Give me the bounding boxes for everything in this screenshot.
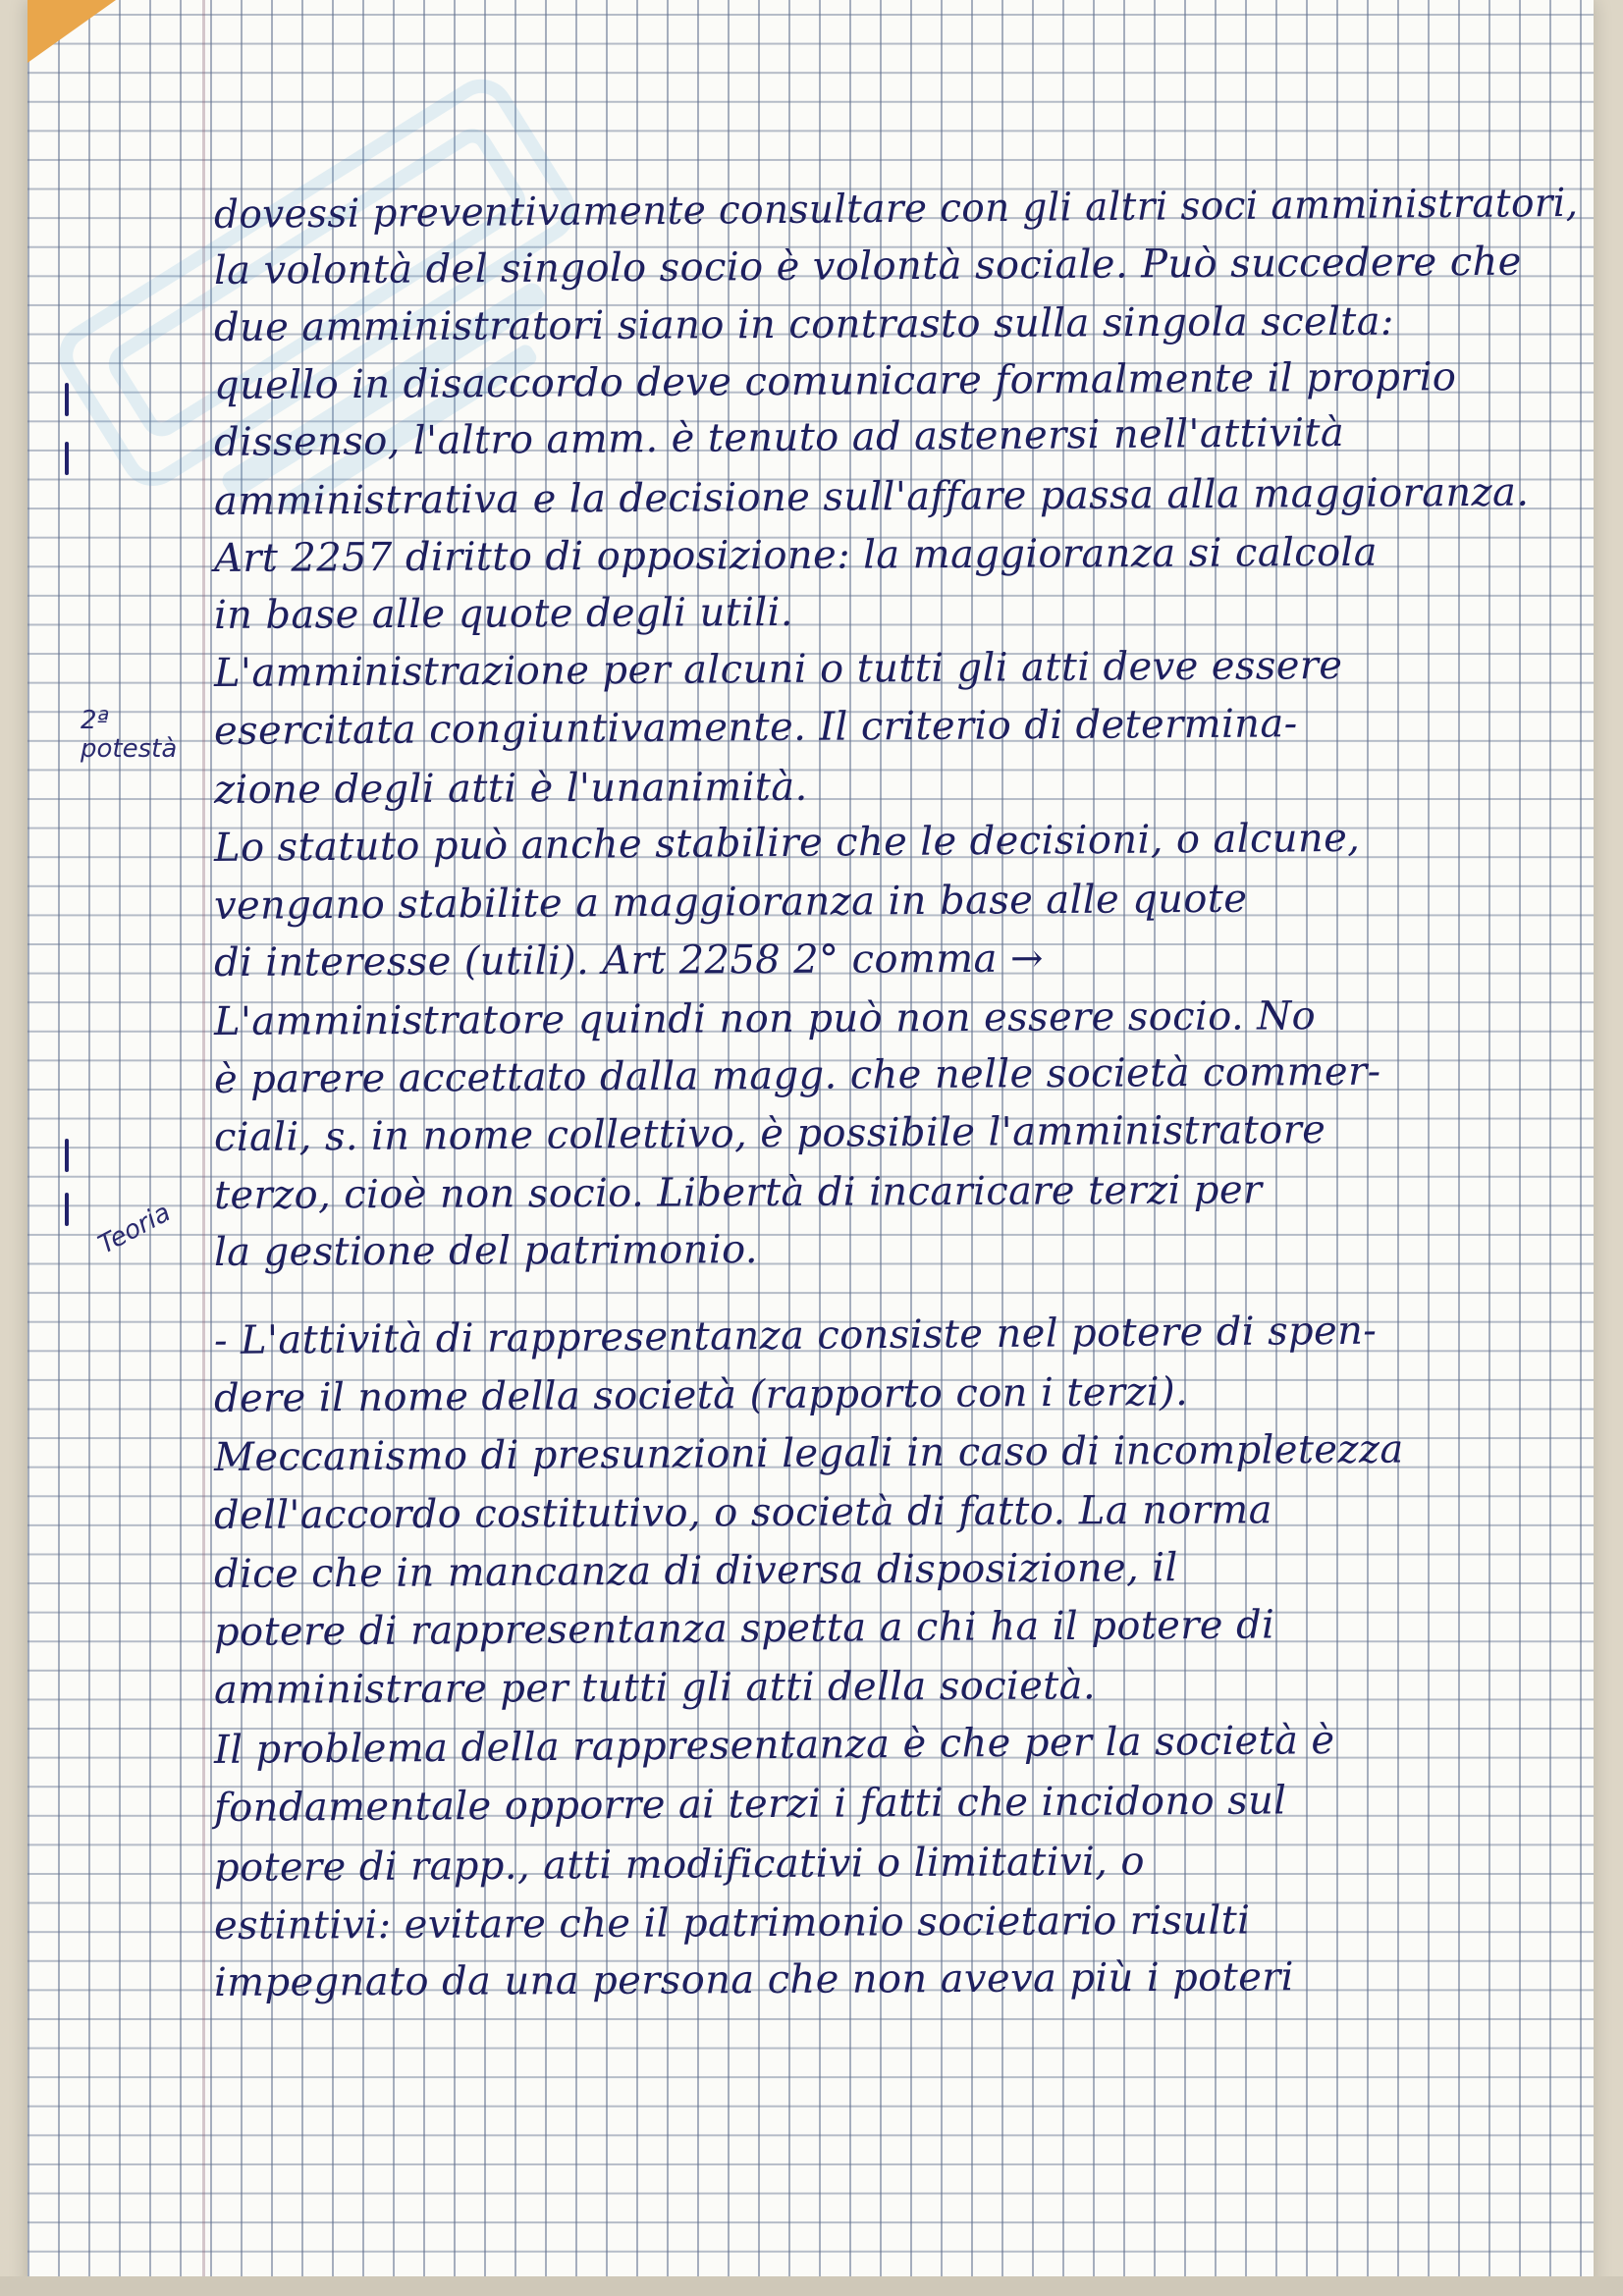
handwritten-line: potere di rapp., atti modificativi o limitativi, o bbox=[213, 1839, 1146, 1891]
handwritten-line: in base alle quote degli utili. bbox=[213, 589, 794, 638]
handwritten-line: L'amministrazione per alcuni o tutti gli atti deve essere bbox=[213, 642, 1343, 696]
handwritten-line: dell'accordo costitutivo, o società di fatto. La norma bbox=[213, 1487, 1273, 1538]
margin-tick-mark bbox=[65, 383, 69, 416]
margin-tick-mark bbox=[65, 1139, 69, 1172]
handwritten-line: estintivi: evitare che il patrimonio societario risulti bbox=[213, 1897, 1251, 1949]
margin-tick-mark bbox=[65, 1193, 69, 1226]
handwritten-line: vengano stabilite a maggioranza in base alle quote bbox=[213, 876, 1248, 929]
handwritten-line: fondamentale opporre ai terzi i fatti che incidono sul bbox=[213, 1778, 1287, 1831]
handwritten-line: potere di rappresentanza spetta a chi ha il potere di bbox=[213, 1602, 1275, 1655]
notebook-page bbox=[27, 0, 1594, 2296]
handwritten-line: terzo, cioè non socio. Libertà di incaricare terzi per bbox=[213, 1167, 1263, 1218]
handwritten-line: dere il nome della società (rapporto con i terzi). bbox=[213, 1369, 1189, 1421]
margin-note-second-power: 2ª potestà bbox=[81, 706, 178, 764]
margin-tick-mark bbox=[65, 442, 69, 475]
handwritten-line: Meccanismo di presunzioni legali in caso di incompletezza bbox=[213, 1426, 1404, 1480]
handwritten-line: amministrare per tutti gli atti della società. bbox=[213, 1663, 1097, 1713]
handwritten-line: di interesse (utili). Art 2258 2° comma → bbox=[213, 935, 1044, 986]
handwritten-line: ciali, s. in nome collettivo, è possibile l'amministratore bbox=[213, 1107, 1326, 1160]
handwritten-line: esercitata congiuntivamente. Il criterio di determina- bbox=[213, 701, 1298, 754]
handwritten-line: due amministratori siano in contrasto sulla singola scelta: bbox=[213, 298, 1394, 350]
handwritten-line: amministrativa e la decisione sull'affare passa alla maggioranza. bbox=[213, 469, 1530, 524]
handwritten-line: dovessi preventivamente consultare con gli altri soci amministratori, bbox=[213, 180, 1579, 238]
handwritten-line: Il problema della rappresentanza è che per la società è bbox=[213, 1718, 1335, 1773]
handwritten-line: la gestione del patrimonio. bbox=[213, 1227, 759, 1275]
handwritten-line: Lo statuto può anche stabilire che le decisioni, o alcune, bbox=[213, 815, 1361, 871]
handwritten-line: L'amministratore quindi non può non essere socio. No bbox=[213, 993, 1317, 1044]
handwritten-line: la volontà del singolo socio è volontà sociale. Può succedere che bbox=[213, 239, 1522, 294]
handwritten-line: è parere accettato dalla magg. che nelle società commer- bbox=[213, 1048, 1381, 1102]
page-bottom-edge bbox=[0, 2276, 1623, 2296]
handwritten-line: quello in disaccordo deve comunicare formalmente il proprio bbox=[213, 354, 1457, 408]
handwritten-line: - L'attività di rappresentanza consiste nel potere di spen- bbox=[213, 1308, 1378, 1363]
handwritten-line: dissenso, l'altro amm. è tenuto ad astenersi nell'attività bbox=[213, 409, 1345, 465]
page-corner-tab bbox=[27, 0, 116, 63]
handwritten-line: impegnato da una persona che non aveva più i poteri bbox=[213, 1954, 1295, 2005]
handwritten-line: dice che in mancanza di diversa disposizione, il bbox=[213, 1545, 1178, 1597]
margin-note-theory: Teoria bbox=[93, 1198, 176, 1260]
handwritten-line: zione degli atti è l'unanimità. bbox=[213, 764, 808, 813]
handwritten-line: Art 2257 diritto di opposizione: la maggioranza si calcola bbox=[213, 529, 1379, 581]
